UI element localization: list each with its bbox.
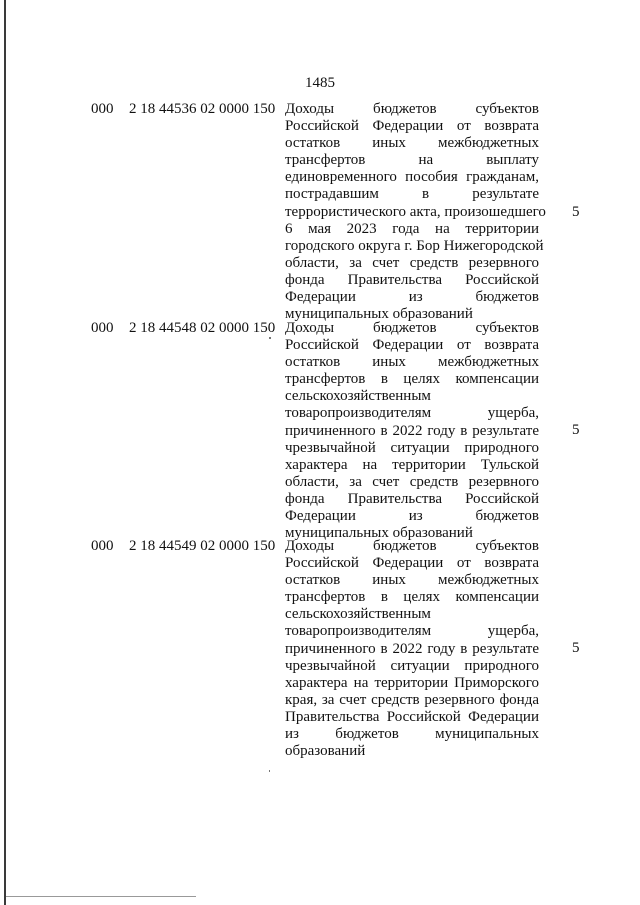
description-line: остатков иных межбюджетных — [285, 135, 539, 152]
description-line: фонда Правительства Российской — [285, 271, 539, 288]
description-line: единовременного пособия гражданам, — [285, 169, 539, 186]
description-line: чрезвычайной ситуации природного — [285, 439, 539, 456]
description-line: трансфертов в целях компенсации — [285, 589, 539, 606]
amount-value: 5 — [572, 422, 580, 438]
table-row — [0, 320, 640, 545]
description-line: образований — [285, 743, 366, 760]
description-line: террористического акта, произошедшего — [285, 203, 546, 220]
description-line: трансфертов в целях компенсации — [285, 371, 539, 388]
income-description — [285, 320, 539, 542]
description-line: муниципальных образований — [285, 525, 473, 542]
scan-artifact — [269, 337, 271, 339]
description-line: сельскохозяйственным — [285, 606, 431, 623]
amount-value: 5 — [572, 204, 580, 220]
amount-value: 5 — [572, 640, 580, 656]
description-line: товаропроизводителям ущерба, — [285, 405, 539, 422]
description-line: чрезвычайной ситуации природного — [285, 657, 539, 674]
description-line: Доходы бюджетов субъектов — [285, 101, 539, 117]
description-line: Российской Федерации от возврата — [285, 337, 539, 354]
description-line: Российской Федерации от возврата — [285, 555, 539, 572]
description-line: области, за счет средств резервного — [285, 254, 539, 271]
income-code: 2 18 44536 02 0000 150 — [129, 101, 276, 117]
description-line: Доходы бюджетов субъектов — [285, 538, 539, 554]
description-line: Федерации из бюджетов — [285, 508, 539, 525]
description-line: товаропроизводителям ущерба, — [285, 623, 539, 640]
description-line: области, за счет средств резервного — [285, 473, 539, 490]
description-line: Доходы бюджетов субъектов — [285, 320, 539, 336]
description-line: Федерации из бюджетов — [285, 289, 539, 306]
page-number: 1485 — [305, 75, 335, 91]
description-line: фонда Правительства Российской — [285, 490, 539, 507]
description-line: Правительства Российской Федерации — [285, 708, 539, 725]
admin-code: 000 — [91, 101, 114, 117]
income-code: 2 18 44548 02 0000 150 — [129, 320, 276, 336]
description-line: характера на территории Приморского — [285, 674, 539, 691]
admin-code: 000 — [91, 320, 114, 336]
description-line: пострадавшим в результате — [285, 186, 539, 203]
description-line: из бюджетов муниципальных — [285, 726, 539, 743]
description-line: причиненного в 2022 году в результате — [285, 640, 539, 657]
description-line: причиненного в 2022 году в результате — [285, 422, 539, 439]
description-line: 6 мая 2023 года на территории — [285, 220, 539, 237]
description-line: края, за счет средств резервного фонда — [285, 691, 539, 708]
description-line: характера на территории Тульской — [285, 456, 539, 473]
income-description — [285, 101, 546, 323]
description-line: сельскохозяйственным — [285, 388, 431, 405]
income-code: 2 18 44549 02 0000 150 — [129, 538, 276, 554]
scan-artifact — [269, 770, 270, 772]
table-row — [0, 538, 640, 763]
table-row — [0, 101, 640, 326]
description-line: остатков иных межбюджетных — [285, 354, 539, 371]
scan-artifact — [6, 896, 196, 897]
description-line: городского округа г. Бор Нижегородской — [285, 237, 544, 254]
description-line: муниципальных образований — [285, 306, 473, 323]
description-line: трансфертов на выплату — [285, 152, 539, 169]
description-line: Российской Федерации от возврата — [285, 118, 539, 135]
description-line: остатков иных межбюджетных — [285, 572, 539, 589]
admin-code: 000 — [91, 538, 114, 554]
income-description — [285, 538, 539, 760]
